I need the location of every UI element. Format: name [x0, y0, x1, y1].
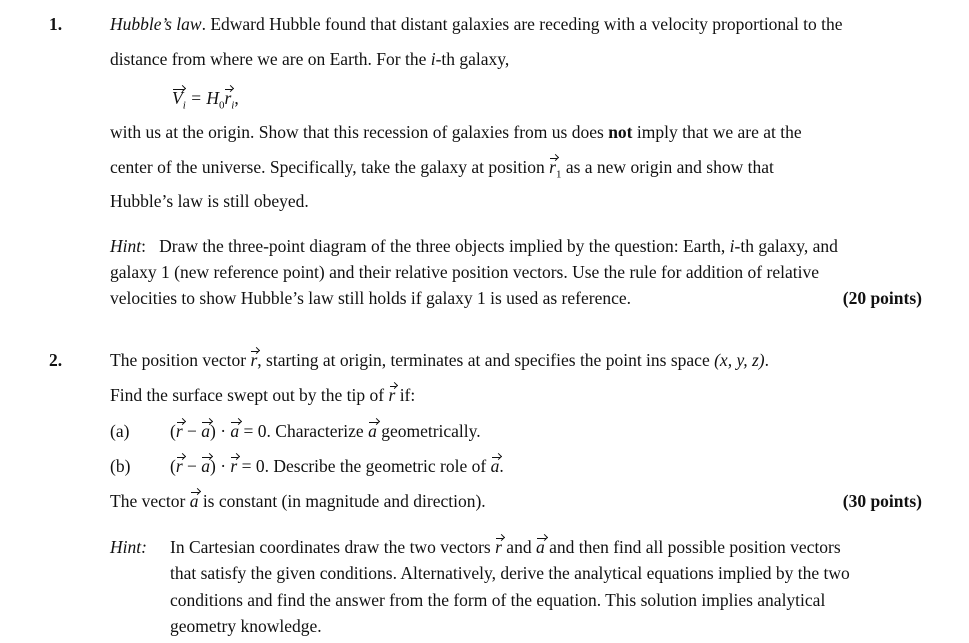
- q2-hint-line-2: that satisfy the given conditions. Alternatively, derive the analytical equations implied by the two: [170, 563, 850, 583]
- q1-hint-line-1: Hint: Draw the three-point diagram of the three objects implied by the question: Earth, i-th galaxy, and: [110, 236, 838, 256]
- q2-line-1: The position vector r, starting at origin, terminates at and specifies the point ins space (x, y, z).: [110, 350, 770, 370]
- q2-points: (30 points): [842, 491, 922, 511]
- q2-line-2: Find the surface swept out by the tip of r if:: [110, 385, 416, 405]
- q2-hint-line-3: conditions and find the answer from the form of the equation. This solution implies analytical: [170, 590, 826, 610]
- q2-part-a-label: (a): [110, 421, 130, 441]
- q1-line-2: distance from where we are on Earth. For the i-th galaxy,: [110, 49, 510, 69]
- q1-hint-line-3: velocities to show Hubble’s law still holds if galaxy 1 is used as reference.: [110, 288, 631, 308]
- q2-part-a-text: (r − a) · a = 0. Characterize a geometrically.: [170, 421, 481, 441]
- q1-line-1: Hubble’s law. Edward Hubble found that distant galaxies are receding with a velocity proportional to the: [110, 14, 843, 34]
- question-2-number: 2.: [49, 350, 63, 370]
- q2-part-b-text: (r − a) · r = 0. Describe the geometric role of a.: [170, 456, 504, 476]
- q2-constant-line: The vector a is constant (in magnitude and direction).: [110, 491, 486, 511]
- q1-hint-label: Hint: [110, 236, 142, 256]
- q2-part-b-label: (b): [110, 456, 131, 476]
- q2-hint-line-1: In Cartesian coordinates draw the two vectors r and a and then find all possible position vectors: [170, 537, 841, 557]
- q1-hint-line-2: galaxy 1 (new reference point) and their relative position vectors. Use the rule for addition of relative: [110, 262, 819, 282]
- q1-title: Hubble’s law: [110, 14, 202, 34]
- q1-points: (20 points): [842, 288, 922, 308]
- q2-hint-line-4: geometry knowledge.: [170, 616, 322, 636]
- q1-line-3: with us at the origin. Show that this recession of galaxies from us does not imply that we are at the: [110, 122, 802, 142]
- q1-line-4: center of the universe. Specifically, take the galaxy at position $r_1$ as a new origin and show that: [110, 157, 774, 181]
- q1-line-5: Hubble’s law is still obeyed.: [110, 191, 309, 211]
- q2-hint-label: Hint:: [110, 537, 147, 557]
- hubble-equation: $V_i = H_0r_i$,: [172, 88, 239, 112]
- question-1-number: 1.: [49, 14, 63, 34]
